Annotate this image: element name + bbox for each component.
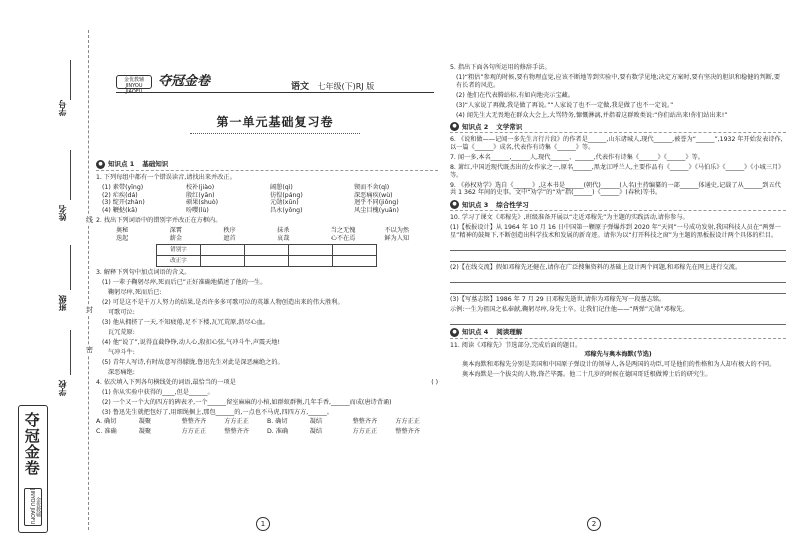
answer-cell[interactable] xyxy=(289,256,333,267)
option-word: D. 准确 xyxy=(267,428,289,436)
q2-word: 奥秘 xyxy=(116,226,129,234)
q2-word: 遮首 xyxy=(223,234,236,242)
table-header-wrong: 错别字 xyxy=(157,245,201,256)
brand-title: 夺冠金卷 xyxy=(158,74,211,89)
answer-cell[interactable] xyxy=(245,256,289,267)
option-word: 整整齐齐 xyxy=(352,418,378,426)
reading-title: 邓稼先与奥本海默(节选) xyxy=(584,351,652,359)
q3-items xyxy=(96,279,438,376)
q4-options xyxy=(96,418,438,426)
answer-cell[interactable] xyxy=(333,245,377,256)
q10-epitaph-example: 示例:一生为祖国之私奉献,鞠躬尽瘁,身先士卒。让我们记住他——“两弹”元勋”邓稼先。 xyxy=(450,305,689,313)
publisher-badge-bottom: JINYOU JIAOFU xyxy=(125,83,143,96)
kp3-title: 综合性学习 xyxy=(496,200,529,209)
q1-rows xyxy=(96,184,438,215)
option-word: 方方正正 xyxy=(395,418,420,426)
q3-answer-label: 鞠躬尽瘁,死而后已: xyxy=(108,289,162,297)
answer-cell[interactable] xyxy=(245,245,289,256)
header-logo xyxy=(116,74,211,96)
binding-strip xyxy=(0,0,100,548)
binding-dashed-line xyxy=(88,30,89,530)
q1-cell: 昌永(yǒng) xyxy=(270,207,303,215)
q2-word: 鲜为人知 xyxy=(384,234,410,242)
knowledge-point-icon: ● xyxy=(450,328,459,337)
question-4-row xyxy=(96,379,438,389)
q4-sentence: (2) 一个又一个大的四方的碑表矛,一个______留室麻麻的小棺,如群蚁群衡,几年手香,______而成(唐诗背诵) xyxy=(102,398,392,406)
answer-line[interactable] xyxy=(450,253,786,262)
question-7: 7. 闻一多,本名______,______人,现代______、______,代表作有诗集《______》《______》等。 xyxy=(450,153,704,161)
correction-table xyxy=(156,244,377,267)
q1-cell: 殷红(yān) xyxy=(186,191,215,199)
question-6: 6. 《说和做——记闻一多先生言行片段》的作者是______,山东诸城人,现代______,被誉为“______”,1932 年开始发表诗作,以一篇《______》成名,代表作有诗集《______》等。 xyxy=(450,136,783,151)
q10-item-epitaph: (3)【写墓志铭】1986 年 7 月 29 日邓稼先逝世,请你为邓稼先写一段墓志铭。 xyxy=(450,295,666,303)
q1-cell: (4) 鞭挞(kā) xyxy=(102,207,138,215)
question-2: 2. 找出下列词语中的错别字并改正在方框内。 xyxy=(96,216,222,224)
kp4-label: 知识点 4 xyxy=(462,327,489,336)
question-9: 9. 《孙权劝学》选自《______》,这本书是______(朝代)______(人名)主持编纂的一部______体通史,记载了从______到五代共 1 362 年间的史事。文中“劝学”的“劝”指(______)《______》(春秋)等书。 xyxy=(450,181,781,197)
option-b[interactable] xyxy=(267,418,438,426)
knowledge-point-3 xyxy=(450,200,786,211)
answer-cell[interactable] xyxy=(289,245,333,256)
grade-edition: 七年级(下)RJ 版 xyxy=(317,82,375,91)
publisher-badge-top: 金优教辅 xyxy=(123,77,144,84)
answer-line[interactable] xyxy=(450,242,786,251)
name-line xyxy=(70,150,71,200)
option-d[interactable] xyxy=(267,428,438,436)
q1-cell: (1) 素带(yīng) xyxy=(102,183,144,191)
q1-cell: (3) 绽开(zhàn) xyxy=(102,199,145,207)
seal-char-feng: 封 xyxy=(86,306,93,314)
q2-word: 迭起 xyxy=(116,234,129,242)
q3-answer-label: 可歌可泣: xyxy=(108,309,135,317)
knowledge-point-icon: ● xyxy=(450,200,459,209)
student-id-line xyxy=(70,60,71,100)
q4-items xyxy=(96,389,438,417)
answer-line[interactable] xyxy=(450,316,786,325)
subject-name: 语文 xyxy=(291,82,310,92)
option-word: B. 确切 xyxy=(267,418,288,426)
right-column xyxy=(450,64,786,381)
knowledge-point-icon: ● xyxy=(96,160,105,169)
q3-sentence: (2) 可是这不是千万人努力的结果,是否许多多可歌可泣的英雄人物创造出来的伟大胜利。 xyxy=(102,299,344,307)
option-word: 方方正正 xyxy=(352,428,378,436)
q5-items xyxy=(450,74,786,119)
q5-sentence: (2) 他们在代表腾站标,有如向地壳示宝藏。 xyxy=(456,91,574,99)
school-label: 学校 xyxy=(58,380,67,396)
q3-sentence: (1) 一辈子鞠躬尽瘁,死而后已”正好准确地描述了他的一生。 xyxy=(102,279,267,287)
option-word: 凝结 xyxy=(309,418,323,426)
q1-cell: 锲而不舍(qì) xyxy=(354,183,390,191)
q5-sentence: (3)“人家说了再做,我是做了再说。”“人家说了也不一定做,我是做了也不一定说。” xyxy=(456,101,674,109)
option-c[interactable] xyxy=(96,428,267,436)
question-3: 3. 解释下列句中加点词语的含义。 xyxy=(96,269,191,277)
q3-sentence: (3) 他从拥挤了一天,不知疲倦,足不下楼,瓦冗荒原,沥尽心血。 xyxy=(102,319,270,327)
student-id-label: 学号 xyxy=(58,100,67,116)
q1-cell: 硕果(shuò) xyxy=(186,199,219,207)
option-word: 整整齐齐 xyxy=(224,428,249,436)
q4-options-2 xyxy=(96,428,438,436)
seal-char-xian: 线 xyxy=(86,216,93,224)
q2-word: 心不在焉 xyxy=(330,234,356,242)
question-1: 1. 下列每组中都有一个错误读音,请找出来并改正。 xyxy=(96,174,236,181)
q2-word: 不以为然 xyxy=(384,226,410,234)
answer-cell[interactable] xyxy=(333,256,377,267)
option-word: 凝聚 xyxy=(138,428,152,436)
q5-sentence: (4) 闻先生大无畏地在群众大会上,大骂特务,慷慨淋漓,并指着这群败类说:“你们站出来!你们站出来!” xyxy=(456,111,728,119)
class-label: 班级 xyxy=(58,295,67,311)
question-8: 8. 萧红,中国近现代既杰出的女作家之一,原名______,黑龙江呼兰人,主要作品有《______》《马伯乐》《______》《小城三月》等。 xyxy=(450,163,785,179)
q2-row xyxy=(116,235,438,243)
school-line xyxy=(70,330,71,375)
option-word: A. 确切 xyxy=(96,418,117,426)
q2-word: 秩序 xyxy=(223,226,236,234)
knowledge-point-2 xyxy=(450,122,786,133)
q1-cell: 阔憩(qì) xyxy=(270,183,293,191)
question-11: 11. 阅读《邓稼先》节选部分,完成后面的题目。 xyxy=(450,341,582,349)
q1-cell: (2) 疟疾(dá) xyxy=(102,191,138,199)
kp2-title: 文学常识 xyxy=(496,122,523,131)
q3-answer-label: 气冲斗牛: xyxy=(108,348,135,356)
kp3-label: 知识点 3 xyxy=(462,200,489,209)
q2-rows xyxy=(96,227,438,243)
q1-row xyxy=(102,207,438,215)
page-title: 第一单元基础复习卷 xyxy=(216,115,334,129)
knowledge-point-icon: ● xyxy=(450,122,459,131)
option-word: 方方正正 xyxy=(181,428,207,436)
answer-line[interactable] xyxy=(450,285,786,294)
kp4-title: 阅读理解 xyxy=(496,327,523,336)
kp2-label: 知识点 2 xyxy=(462,122,489,131)
q3-sentence: (5) 青年人写诗,有时故意写得朦胧,鲁迅先生对此是深恶痛绝之的。 xyxy=(102,358,284,366)
option-word: C. 准确 xyxy=(96,428,117,436)
q1-cell: 彷徨(páng) xyxy=(270,191,303,199)
answer-cell[interactable] xyxy=(201,256,245,267)
option-word: 凝结 xyxy=(309,428,323,436)
q10-item-online: (2)【在线交流】假如邓稼先还健在,请你在广泛搜集资料的基础上设计两个问题,和邓稼先在网上进行交流。 xyxy=(450,263,742,271)
q1-cell: 深恶痛疾(wù) xyxy=(354,191,393,199)
q2-word: 当之无愧 xyxy=(330,226,356,234)
q4-answer-paren[interactable]: ( ) xyxy=(431,378,438,386)
q2-row xyxy=(116,227,438,235)
page-number-right: 2 xyxy=(587,517,601,531)
left-column xyxy=(96,157,438,436)
q3-answer-label: 深恶痛绝: xyxy=(108,368,135,376)
q1-cell: 吩嘤(lù) xyxy=(186,207,209,215)
knowledge-point-4 xyxy=(450,328,786,339)
q1-cell: 迥乎不同(jiǒng) xyxy=(354,199,399,207)
vertical-badge: 金优教辅 JINYOU JIAOFU xyxy=(24,488,42,526)
option-a[interactable] xyxy=(96,418,267,426)
header-rule xyxy=(116,92,434,93)
option-word: 整整齐齐 xyxy=(181,418,207,426)
class-line xyxy=(70,245,71,290)
reading-paragraph: 奥本海默是一个拔尖的人物,锋芒毕露。他二十几岁的时候在德国哥廷根做博士后的研究生。 xyxy=(462,371,712,379)
kp1-label: 知识点 1 xyxy=(108,160,135,169)
q2-word: 深霄 xyxy=(169,226,183,234)
q5-sentence: (1)“粗估”参观的时候,要有物理直觉,应该不断地等到实验中,要有数学见地;决定方案时,要有坚决的胆识和稳健的判断,要有长者的风范。 xyxy=(456,73,781,89)
title-dots xyxy=(190,133,360,134)
kp1-title: 基础知识 xyxy=(142,160,169,169)
knowledge-point-1 xyxy=(96,160,438,171)
option-word: 方方正正 xyxy=(224,418,249,426)
q1-cell: 元勋(xūn) xyxy=(270,199,299,207)
question-5: 5. 指出下面各句所运用的修辞手法。 xyxy=(450,64,551,71)
vertical-brand-logo xyxy=(18,405,48,533)
option-word: 凝聚 xyxy=(138,418,152,426)
option-word: 整整齐齐 xyxy=(395,428,420,436)
q10-item-blackboard: (1)【板报设计】从 1964 年 10 月 16 日中国第一颗原子弹爆炸到 2020 年“天问”一号成功发射,我国科技人员在“两弹一星”精神的鼓舞下,不断创造出科学技术和发展的新奇迹。请你为以“打开科技之窗”为主题的黑板报设计两个具体的栏目。 xyxy=(450,224,781,239)
q3-answer-label: 瓦冗荒原: xyxy=(108,329,135,336)
answer-line[interactable] xyxy=(450,274,786,283)
q1-cell: 风尘目槐(yuān) xyxy=(354,207,399,215)
q4-sentence: (3) 鲁迅先生就把包好了,用细绳捆上,那包______的,一点也不马虎,四四方方,______。 xyxy=(102,408,333,416)
q2-word: 薪金 xyxy=(169,234,183,242)
page-number-left: 1 xyxy=(256,517,270,531)
table-header-correct: 改正字 xyxy=(157,256,201,267)
name-label: 姓名 xyxy=(58,205,67,221)
q3-sentence: (4) 他“说了”,说得直截铮铮,动人心,殷扣心弦,气冲斗牛,声震天地! xyxy=(102,338,280,346)
q2-word: 哀哉 xyxy=(277,234,290,242)
publisher-badge xyxy=(116,75,152,96)
seal-char-mi: 密 xyxy=(86,346,93,354)
question-4: 4. 依次填入下列各句横线处的词语,最恰当的一项是 xyxy=(96,378,236,386)
q2-word: 抹杀 xyxy=(277,226,290,234)
q1-cell: 校补(jiào) xyxy=(186,183,215,191)
reading-paragraph: 奥本海默和邓稼先分别是美国和中国原子弹设计的领导人,各是两国的功臣,可是他们的性格和为人却有极大的不同。 xyxy=(462,361,776,369)
question-10: 10. 学习了课文《邓稼先》,班级准备开展以“走近邓稼先”为主题的实践活动,请你参与。 xyxy=(450,214,689,222)
answer-cell[interactable] xyxy=(201,245,245,256)
vertical-brand-text: 夺冠金卷 xyxy=(22,412,41,476)
q4-sentence: (1) 你从实验中获得的____,但是______。 xyxy=(102,388,214,396)
q1-row xyxy=(102,184,438,192)
